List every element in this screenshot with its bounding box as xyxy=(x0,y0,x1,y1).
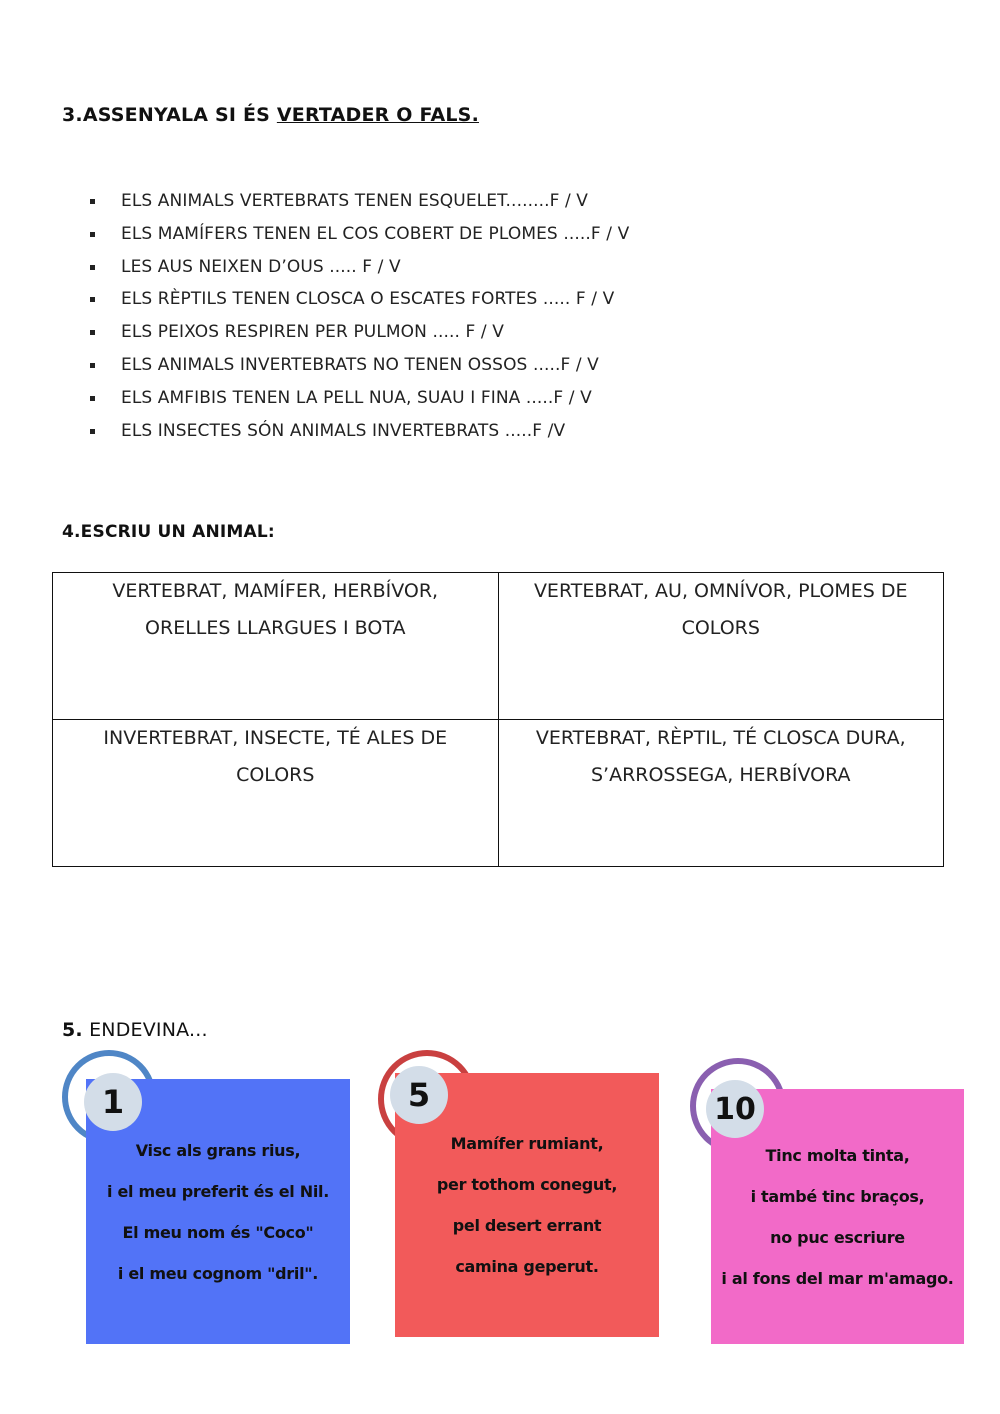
riddle-line: no puc escriure xyxy=(770,1227,905,1247)
true-false-item: ELS AMFIBIS TENEN LA PELL NUA, SUAU I FINA .....F / V xyxy=(88,385,629,418)
riddle-line: camina geperut. xyxy=(455,1257,599,1276)
table-cell[interactable] xyxy=(498,720,944,867)
table-cell[interactable] xyxy=(498,573,944,720)
riddle-number-badge: 5 xyxy=(390,1066,448,1124)
riddle-line: El meu nom és "Coco" xyxy=(122,1222,314,1242)
cell-line: COLORS xyxy=(236,764,315,786)
cell-line: VERTEBRAT, MAMÍFER, HERBÍVOR, xyxy=(112,580,439,602)
riddle-line: i el meu preferit és el Nil. xyxy=(107,1181,329,1201)
question-5-number: 5. xyxy=(62,1019,83,1041)
riddle-number-badge: 10 xyxy=(706,1080,764,1138)
cell-line: S’ARROSSEGA, HERBÍVORA xyxy=(590,764,851,786)
question-4-title: 4.ESCRIU UN ANIMAL: xyxy=(62,522,275,542)
question-3-title-underlined: VERTADER O FALS. xyxy=(276,104,479,126)
riddle-line: pel desert errant xyxy=(452,1216,602,1235)
animal-table xyxy=(52,572,944,867)
riddle-line: i el meu cognom "dril". xyxy=(117,1263,319,1283)
table-cell[interactable] xyxy=(53,720,499,867)
question-3-title-prefix: 3.ASSENYALA SI ÉS xyxy=(62,104,277,126)
cell-line: COLORS xyxy=(681,617,760,639)
riddle-line: i també tinc braços, xyxy=(750,1186,925,1206)
true-false-list xyxy=(88,188,629,450)
true-false-item: LES AUS NEIXEN D’OUS ..... F / V xyxy=(88,254,629,287)
cell-line: ORELLES LLARGUES I BOTA xyxy=(145,617,406,639)
table-row xyxy=(53,720,944,867)
riddle-line: Mamífer rumiant, xyxy=(450,1134,604,1153)
riddle-line: Visc als grans rius, xyxy=(135,1140,301,1160)
question-3-title xyxy=(62,104,479,126)
true-false-item: ELS MAMÍFERS TENEN EL COS COBERT DE PLOMES .....F / V xyxy=(88,221,629,254)
true-false-item: ELS PEIXOS RESPIREN PER PULMON ..... F / V xyxy=(88,319,629,352)
riddle-number-badge: 1 xyxy=(84,1073,142,1131)
cell-line: VERTEBRAT, AU, OMNÍVOR, PLOMES DE xyxy=(533,580,908,602)
riddle-line: Tinc molta tinta, xyxy=(765,1145,910,1165)
question-5-text: ENDEVINA... xyxy=(82,1019,208,1041)
true-false-item: ELS ANIMALS INVERTEBRATS NO TENEN OSSOS .....F / V xyxy=(88,352,629,385)
riddle-line: i al fons del mar m'amago. xyxy=(721,1268,954,1288)
true-false-item: ELS INSECTES SÓN ANIMALS INVERTEBRATS .....F /V xyxy=(88,418,629,451)
true-false-item: ELS ANIMALS VERTEBRATS TENEN ESQUELET........F / V xyxy=(88,188,629,221)
table-row xyxy=(53,573,944,720)
cell-line: INVERTEBRAT, INSECTE, TÉ ALES DE xyxy=(103,727,448,749)
true-false-item: ELS RÈPTILS TENEN CLOSCA O ESCATES FORTES ..... F / V xyxy=(88,286,629,319)
question-5-title xyxy=(62,1019,208,1041)
cell-line: VERTEBRAT, RÈPTIL, TÉ CLOSCA DURA, xyxy=(535,727,906,749)
table-cell[interactable] xyxy=(53,573,499,720)
riddle-line: per tothom conegut, xyxy=(436,1175,618,1194)
